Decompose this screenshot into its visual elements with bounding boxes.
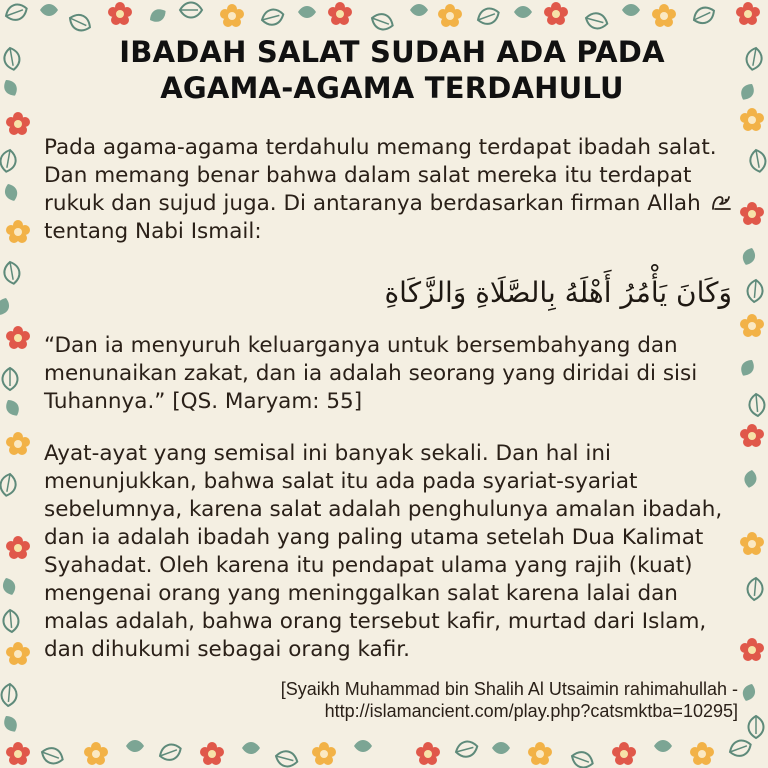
title-line-2: AGAMA-AGAMA TERDAHULU bbox=[160, 71, 624, 105]
intro-text-end: tentang Nabi Ismail: bbox=[44, 219, 262, 244]
border-left bbox=[0, 47, 30, 735]
source-citation bbox=[44, 678, 740, 722]
border-right bbox=[738, 47, 767, 738]
jalla-jalaluhu-icon bbox=[710, 194, 732, 212]
source-url: http://islamancient.com/play.php?catsmktba=10295] bbox=[324, 701, 738, 721]
border-top bbox=[3, 1, 760, 34]
arabic-verse: وَكَانَ يَأْمُرُ أَهْلَهُ بِالصَّلَاةِ وَالزَّكَاةِ bbox=[384, 276, 732, 309]
body-paragraph: Ayat-ayat yang semisal ini banyak sekali. Dan hal ini menunjukkan, bahwa salat itu ada pada syariat-syariat sebelumnya, karena salat adalah penghulunya amalan ibadah, dan ia adalah ibadah yang paling utama setelah Dua Kalimat Syahadat. Oleh karena itu pendapat ulama yang rajih (kuat) mengenai orang yang meninggalkan salat karena lalai dan malas adalah, bahwa orang tersebut kafir, murtad dari Islam, dan dihukumi sebagai orang kafir. bbox=[44, 441, 723, 662]
verse-translation: “Dan ia menyuruh keluarganya untuk bersembahyang dan menunaikan zakat, dan ia adalah seorang yang diridai di sisi Tuhannya.” [QS. Maryam: 55] bbox=[44, 333, 698, 414]
source-line-1: [Syaikh Muhammad bin Shalih Al Utsaimin rahimahullah - bbox=[280, 679, 738, 699]
border-bottom bbox=[6, 737, 753, 768]
page-title bbox=[44, 34, 740, 106]
title-line-1: IBADAH SALAT SUDAH ADA PADA bbox=[119, 35, 665, 69]
intro-paragraph bbox=[44, 134, 740, 246]
intro-text: Pada agama-agama terdahulu memang terdapat ibadah salat. Dan memang benar bahwa dalam salat mereka itu terdapat rukuk dan sujud juga. Di antaranya berdasarkan firman Allah bbox=[44, 135, 717, 216]
article bbox=[44, 34, 740, 722]
